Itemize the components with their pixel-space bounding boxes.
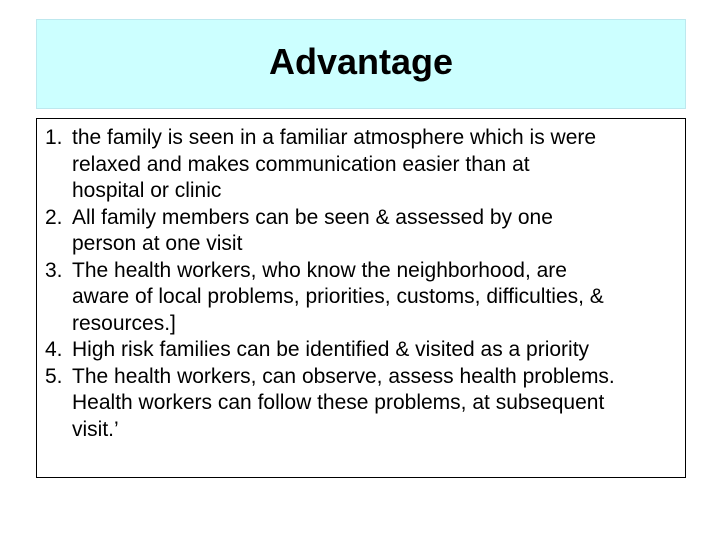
list-item-text: the family is seen in a familiar atmosphere which is were relaxed and makes communication easier than at hospital or clinic bbox=[72, 126, 597, 202]
content-box bbox=[36, 118, 686, 478]
list-item-number: 5. bbox=[45, 364, 63, 388]
list-item-number: 3. bbox=[45, 258, 63, 282]
list-item-text: High risk families can be identified & visited as a priority bbox=[72, 338, 590, 361]
slide-title: Advantage bbox=[268, 41, 454, 82]
list-item-text: All family members can be seen & assessed by one person at one visit bbox=[72, 205, 553, 255]
list-item bbox=[45, 258, 685, 338]
list-item-number: 1. bbox=[45, 126, 69, 149]
list-item-number: 2. bbox=[45, 205, 69, 229]
title-banner bbox=[36, 19, 686, 109]
list-item bbox=[45, 205, 685, 258]
list-item-text: The health workers, who know the neighborhood, are aware of local problems, priorities, customs, difficulties, & resources.] bbox=[72, 258, 604, 335]
list-item bbox=[45, 337, 685, 364]
list-item bbox=[45, 125, 685, 205]
advantage-list bbox=[45, 125, 685, 443]
list-item bbox=[45, 364, 685, 444]
list-item-text: The health workers, can observe, assess health problems. Health workers can follow these problems, at subsequent visit.’ bbox=[72, 364, 615, 441]
list-item-number: 4. bbox=[45, 338, 69, 361]
